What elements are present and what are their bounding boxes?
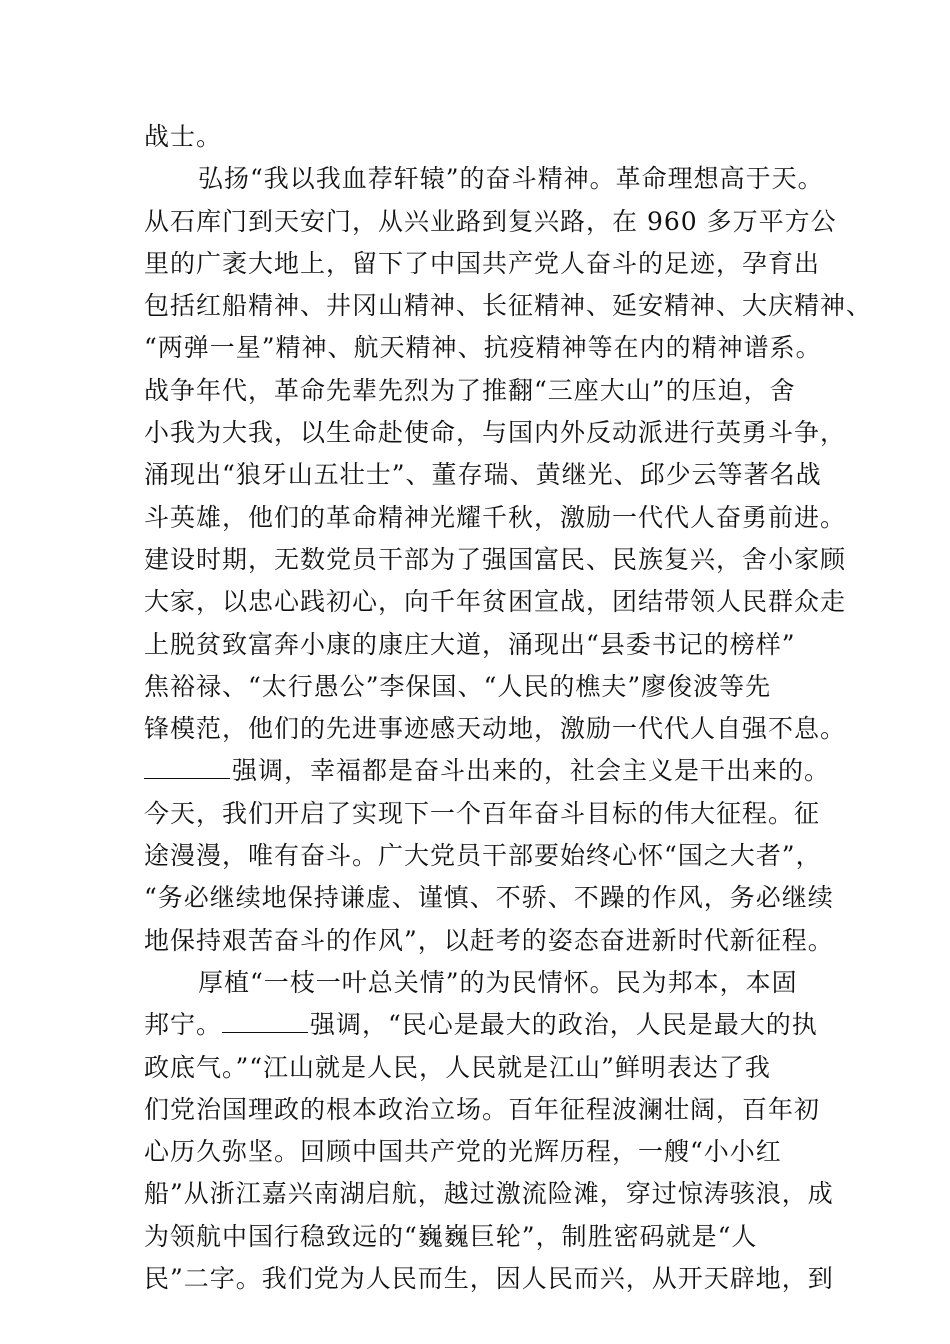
text-line: “务必继续地保持谦虚、谨慎、不骄、不躁的作风，务必继续 bbox=[144, 883, 834, 913]
text-line: 战士。 bbox=[144, 122, 223, 151]
text-line: 小我为大我，以生命赴使命，与国内外反动派进行英勇斗争， bbox=[144, 418, 847, 448]
paragraph-struggle-spirit bbox=[144, 158, 873, 962]
text-line: 上脱贫致富奔小康的康庄大道，涌现出“县委书记的榜样” bbox=[144, 629, 796, 659]
text-line: 们党治国理政的根本政治立场。百年征程波澜壮阔，百年初 bbox=[144, 1094, 821, 1124]
text-line: 焦裕禄、“太行愚公”李保国、“人民的樵夫”廖俊波等先 bbox=[144, 671, 772, 701]
document-body bbox=[144, 116, 873, 1300]
text-line: 锋模范，他们的先进事迹感天动地，激励一代代人自强不息。 bbox=[144, 714, 847, 744]
text-line: 今天，我们开启了实现下一个百年奋斗目标的伟大征程。征 bbox=[144, 798, 821, 828]
text-line: 涌现出“狼牙山五壮士”、董存瑞、黄继光、邱少云等著名战 bbox=[144, 460, 822, 490]
text-line-head: 邦宁。 bbox=[144, 1010, 223, 1040]
text-line: 船”从浙江嘉兴南湖启航，越过激流险滩，穿过惊涛骇浪，成 bbox=[144, 1179, 834, 1209]
text-line: 包括红船精神、井冈山精神、长征精神、延安精神、大庆精神、 bbox=[144, 291, 873, 321]
text-line: 地保持艰苦奋斗的作风”，以赶考的姿态奋进新时代新征程。 bbox=[144, 925, 834, 955]
text-line: 政底气。”“江山就是人民，人民就是江山”鲜明表达了我 bbox=[144, 1052, 771, 1082]
text-line: 建设时期，无数党员干部为了强国富民、民族复兴，舍小家顾 bbox=[144, 544, 847, 574]
text-line: 从石库门到天安门，从兴业路到复兴路，在 960 多万平方公 bbox=[144, 206, 837, 236]
paragraph-people-sentiment bbox=[144, 962, 834, 1300]
redacted-name-blank bbox=[222, 1012, 308, 1033]
redacted-name-blank bbox=[144, 758, 230, 779]
text-line: 为领航中国行稳致远的“巍巍巨轮”，制胜密码就是“人 bbox=[144, 1221, 758, 1251]
text-line-tail: 强调，幸福都是奋斗出来的，社会主义是干出来的。 bbox=[232, 756, 831, 786]
text-line: 心历久弥坚。回顾中国共产党的光辉历程，一艘“小小红 bbox=[144, 1137, 782, 1167]
text-line-tail: 强调，“民心是最大的政治，人民是最大的执 bbox=[310, 1010, 818, 1040]
text-line: 大家，以忠心践初心，向千年贫困宣战，团结带领人民群众走 bbox=[144, 587, 847, 617]
text-line-with-blank bbox=[144, 1004, 820, 1046]
text-line: 厚植“一枝一叶总关情”的为民情怀。民为邦本，本固 bbox=[198, 967, 798, 997]
paragraph-continuation bbox=[144, 116, 820, 158]
text-line: 民”二字。我们党为人民而生，因人民而兴，从开天辟地，到 bbox=[144, 1264, 834, 1294]
text-line: 途漫漫，唯有奋斗。广大党员干部要始终心怀“国之大者”， bbox=[144, 841, 822, 871]
text-line: 弘扬“我以我血荐轩辕”的奋斗精神。革命理想高于天。 bbox=[198, 164, 824, 194]
text-line: 战争年代，革命先辈先烈为了推翻“三座大山”的压迫，舍 bbox=[144, 375, 796, 405]
text-line: 斗英雄，他们的革命精神光耀千秋，激励一代代人奋勇前进。 bbox=[144, 502, 847, 532]
text-line: “两弹一星”精神、航天精神、抗疫精神等在内的精神谱系。 bbox=[144, 333, 822, 363]
text-line-with-blank bbox=[144, 750, 831, 792]
text-line: 里的广袤大地上，留下了中国共产党人奋斗的足迹，孕育出 bbox=[144, 248, 821, 278]
